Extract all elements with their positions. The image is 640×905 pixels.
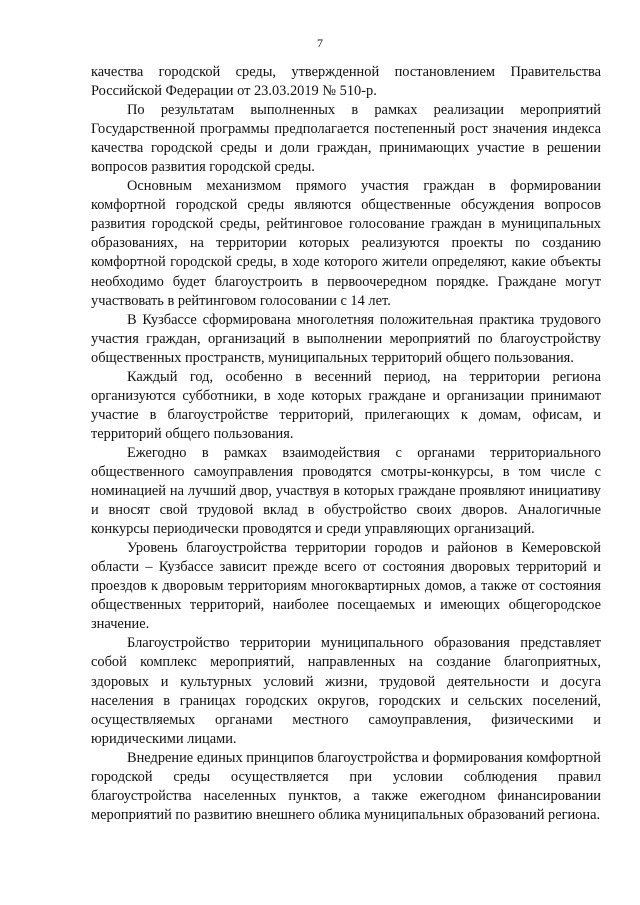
page-number: 7 (317, 36, 323, 50)
paragraph: Ежегодно в рамках взаимодействия с органами территориального общественного самоуправления проводятся смотры-конкурсы, в том числе с номинацией на лучший двор, участвуя в которых граждане проявляют инициативу и вносят свой трудовой вклад в обустройство своих дворов. Аналогичные конкурсы периодически проводятся и среди управляющих организаций. (91, 444, 601, 538)
paragraph: Каждый год, особенно в весенний период, на территории региона организуются субботники, в ходе которых граждане и организации принимают участие в благоустройстве территорий, прилегающих к домам, офисам, и территорий общего пользования. (91, 368, 601, 442)
paragraph: Основным механизмом прямого участия граждан в формировании комфортной городской среды являются общественные обсуждения вопросов развития городской среды, рейтинговое голосование граждан в муниципальных образованиях, на территории которых реализуются проекты по созданию комфортной городской среды, в ходе которого жители определяют, какие объекты необходимо будет благоустроить в первоочередном порядке. Граждане могут участвовать в рейтинговом голосовании с 14 лет. (91, 178, 601, 309)
paragraph: По результатам выполненных в рамках реализации мероприятий Государственной программы предполагается постепенный рост значения индекса качества городской среды и доли граждан, принимающих участие в решении вопросов развития городской среды. (91, 102, 601, 176)
body-text (91, 63, 601, 825)
paragraph: Благоустройство территории муниципального образования представляет собой комплекс мероприятий, направленных на создание благоприятных, здоровых и культурных условий жизни, трудовой деятельности и досуга населения в границах городских округов, городских и сельских поселений, осуществляемых органами местного самоуправления, физическими и юридическими лицами. (91, 635, 601, 747)
paragraph: Внедрение единых принципов благоустройства и формирования комфортной городской среды осуществляется при условии соблюдения правил благоустройства населенных пунктов, а также ежегодном финансировании мероприятий по развитию внешнего облика муниципальных образований региона. (91, 749, 601, 823)
paragraph: Уровень благоустройства территории городов и районов в Кемеровской области – Кузбассе зависит прежде всего от состояния дворовых территорий и проездов к дворовым территориям многоквартирных домов, а также от состояния общественных территорий, наиболее посещаемых и имеющих общегородское значение. (91, 540, 601, 633)
paragraph: В Кузбассе сформирована многолетняя положительная практика трудового участия граждан, организаций в выполнении мероприятий по благоустройству общественных пространств, муниципальных территорий общего пользования. (91, 311, 601, 366)
paragraph-continued: качества городской среды, утвержденной постановлением Правительства Российской Федерации от 23.03.2019 № 510-р. (91, 64, 601, 100)
